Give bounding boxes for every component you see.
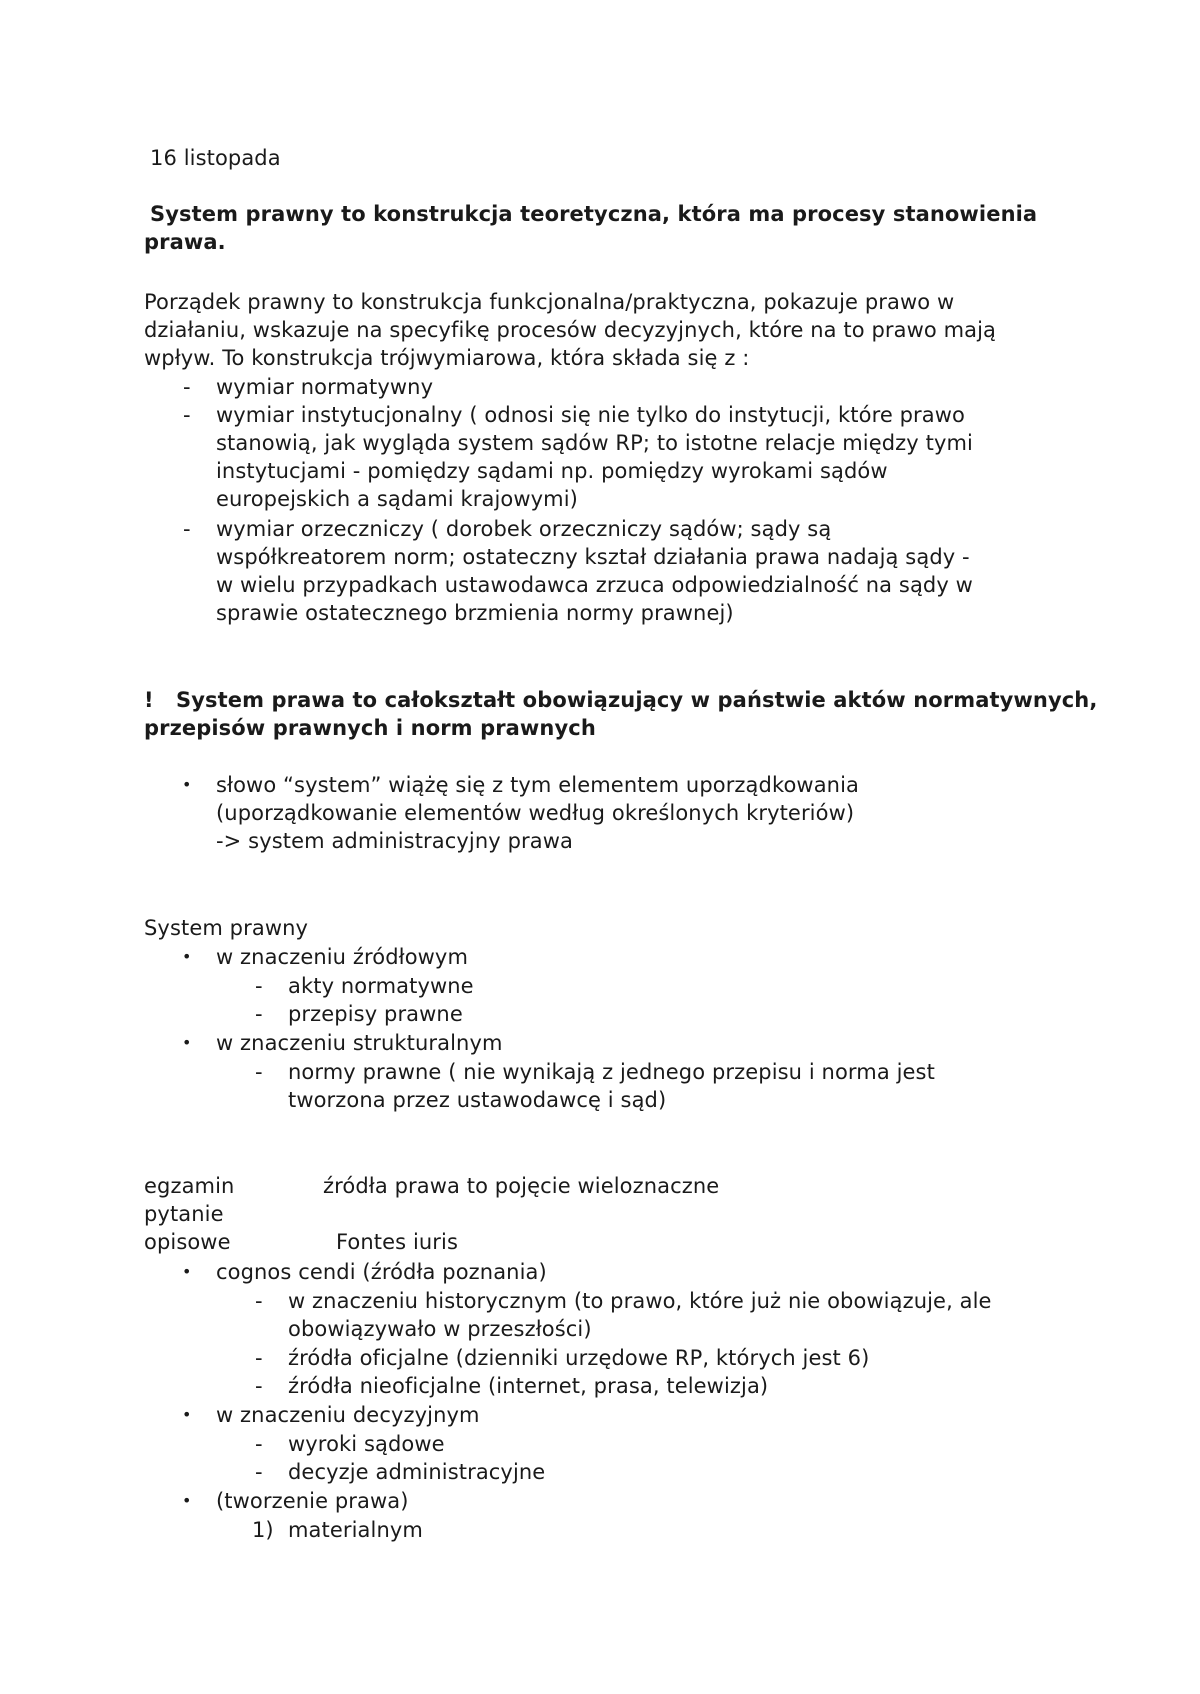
przepisy-prawne: przepisy prawne	[288, 1002, 463, 1026]
slowo-line1: słowo “system” wiążę się z tym elementem uporządkowania	[216, 773, 859, 797]
dash-bullet: -	[255, 1346, 263, 1370]
znaczenie-decyzyjne: w znaczeniu decyzyjnym	[216, 1403, 480, 1427]
system-prawa-line1: System prawa to całokształt obowiązujący w państwie aktów normatywnych,	[176, 688, 1098, 712]
normy-prawne-line1: normy prawne ( nie wynikają z jednego przepisu i norma jest	[288, 1060, 935, 1084]
porzadek-line3: wpływ. To konstrukcja trójwymiarowa, która składa się z :	[144, 346, 750, 370]
bullet-dot: •	[182, 1033, 192, 1052]
wyroki-sadowe: wyroki sądowe	[288, 1432, 445, 1456]
bullet-dot: •	[182, 1491, 192, 1510]
dash-bullet: -	[183, 375, 191, 399]
bullet-dot: •	[182, 947, 192, 966]
fontes-iuris: Fontes iuris	[336, 1230, 459, 1254]
system-prawny-heading: System prawny	[144, 916, 309, 940]
dash-bullet: -	[255, 1432, 263, 1456]
wymiar-orzeczniczy-line4: sprawie ostatecznego brzmienia normy prawnej)	[216, 601, 734, 625]
znaczenie-historyczne-line2: obowiązywało w przeszłości)	[288, 1317, 592, 1341]
wymiar-orzeczniczy-line3: w wielu przypadkach ustawodawca zrzuca odpowiedzialność na sądy w	[216, 573, 973, 597]
slowo-line3: -> system administracyjny prawa	[216, 829, 573, 853]
dash-bullet: -	[255, 1289, 263, 1313]
dash-bullet: -	[255, 1060, 263, 1084]
slowo-line2: (uporządkowanie elementów według określonych kryteriów)	[216, 801, 855, 825]
pytanie-label: pytanie	[144, 1202, 224, 1226]
note-date: 16 listopada	[150, 146, 281, 170]
egzamin-label: egzamin	[144, 1174, 235, 1198]
bullet-dot: •	[182, 1405, 192, 1424]
wymiar-instytucjonalny-line1: wymiar instytucjonalny ( odnosi się nie tylko do instytucji, które prawo	[216, 403, 965, 427]
tworzenie-prawa: (tworzenie prawa)	[216, 1489, 409, 1513]
znaczenie-strukturalne: w znaczeniu strukturalnym	[216, 1031, 503, 1055]
dash-bullet: -	[255, 1374, 263, 1398]
opisowe-label: opisowe	[144, 1230, 231, 1254]
zrodla-oficjalne: źródła oficjalne (dzienniki urzędowe RP, których jest 6)	[288, 1346, 870, 1370]
dash-bullet: -	[183, 517, 191, 541]
znaczenie-historyczne-line1: w znaczeniu historycznym (to prawo, które już nie obowiązuje, ale	[288, 1289, 992, 1313]
wymiar-instytucjonalny-line4: europejskich a sądami krajowymi)	[216, 487, 578, 511]
zrodla-nieoficjalne: źródła nieoficjalne (internet, prasa, telewizja)	[288, 1374, 769, 1398]
wymiar-instytucjonalny-line2: stanowią, jak wygląda system sądów RP; to istotne relacje między tymi	[216, 431, 973, 455]
wymiar-instytucjonalny-line3: instytucjami - pomiędzy sądami np. pomiędzy wyrokami sądów	[216, 459, 888, 483]
list-number: 1)	[252, 1518, 274, 1542]
bullet-dot: •	[182, 1262, 192, 1281]
system-prawa-line2: przepisów prawnych i norm prawnych	[144, 716, 596, 740]
exclamation-mark: !	[144, 688, 154, 712]
wymiar-orzeczniczy-line1: wymiar orzeczniczy ( dorobek orzeczniczy sądów; sądy są	[216, 517, 832, 541]
dash-bullet: -	[255, 1460, 263, 1484]
materialnym: materialnym	[288, 1518, 423, 1542]
dash-bullet: -	[255, 1002, 263, 1026]
akty-normatywne: akty normatywne	[288, 974, 474, 998]
wymiar-orzeczniczy-line2: współkreatorem norm; ostateczny kształ działania prawa nadają sądy -	[216, 545, 970, 569]
normy-prawne-line2: tworzona przez ustawodawcę i sąd)	[288, 1088, 667, 1112]
system-prawny-def-line1: System prawny to konstrukcja teoretyczna, która ma procesy stanowienia	[150, 202, 1038, 226]
cognoscendi-label: cognos cendi (źródła poznania)	[216, 1260, 547, 1284]
znaczenie-zrodlowe: w znaczeniu źródłowym	[216, 945, 469, 969]
bullet-dot: •	[182, 775, 192, 794]
dash-bullet: -	[255, 974, 263, 998]
system-prawny-def-line2: prawa.	[144, 230, 226, 254]
porzadek-line1: Porządek prawny to konstrukcja funkcjonalna/praktyczna, pokazuje prawo w	[144, 290, 955, 314]
zrodla-prawa-wieloznaczne: źródła prawa to pojęcie wieloznaczne	[323, 1174, 720, 1198]
porzadek-line2: działaniu, wskazuje na specyfikę procesów decyzyjnych, które na to prawo mają	[144, 318, 997, 342]
dash-bullet: -	[183, 403, 191, 427]
decyzje-administracyjne: decyzje administracyjne	[288, 1460, 546, 1484]
wymiar-normatywny: wymiar normatywny	[216, 375, 434, 399]
